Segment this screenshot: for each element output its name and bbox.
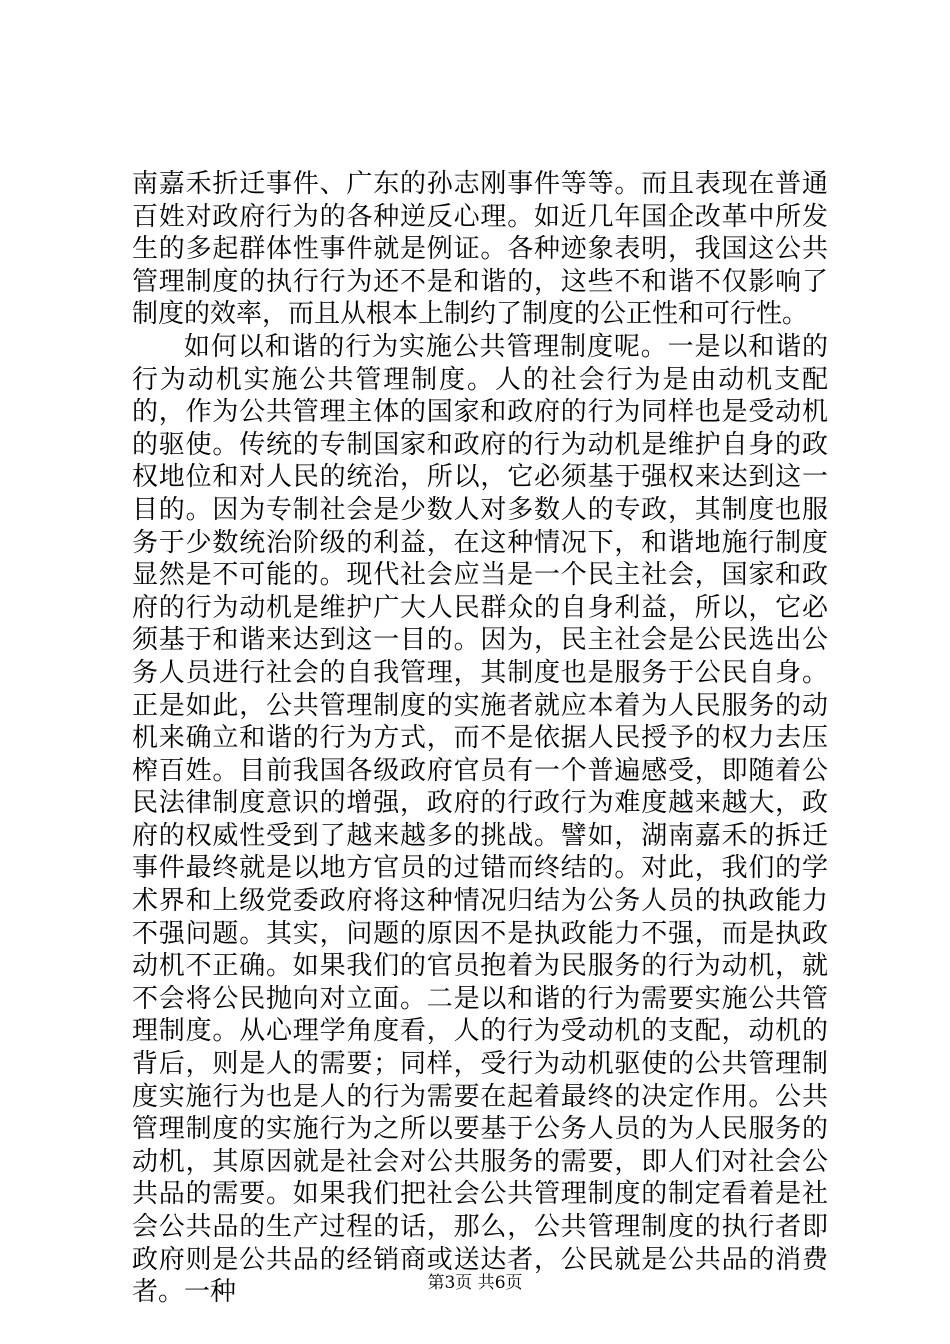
paragraph-continuation: 南嘉禾折迁事件、广东的孙志刚事件等等。而且表现在普通百姓对政府行为的各种逆反心理。如近几年国企改革中所发生的多起群体性事件就是例证。各种迹象表明，我国这公共管理制度的执行行为还不是和谐的，这些不和谐不仅影响了制度的效率，而且从根本上制约了制度的公正性和可行性。 (132, 169, 828, 330)
paragraph-main: 如何以和谐的行为实施公共管理制度呢。一是以和谐的行为动机实施公共管理制度。人的社会行为是由动机支配的，作为公共管理主体的国家和政府的行为同样也是受动机的驱使。传统的专制国家和政府的行为动机是维护自身的政权地位和对人民的统治，所以，它必须基于强权来达到这一目的。因为专制社会是少数人对多数人的专政，其制度也服务于少数统治阶级的利益，在这种情况下，和谐地施行制度显然是不可能的。现代社会应当是一个民主社会，国家和政府的行为动机是维护广大人民群众的自身利益，所以，它必须基于和谐来达到这一目的。因为，民主社会是公民选出公务人员进行社会的自我管理，其制度也是服务于公民自身。正是如此，公共管理制度的实施者就应本着为人民服务的动机来确立和谐的行为方式，而不是依据人民授予的权力去压榨百姓。目前我国各级政府官员有一个普遍感受，即随着公民法律制度意识的增强，政府的行政行为难度越来越大，政府的权威性受到了越来越多的挑战。譬如，湖南嘉禾的拆迁事件最终就是以地方官员的过错而终结的。对此，我们的学术界和上级党委政府将这种情况归结为公务人员的执政能力不强问题。其实，问题的原因不是执政能力不强，而是执政动机不正确。如果我们的官员抱着为民服务的行为动机，就不会将公民抛向对立面。二是以和谐的行为需要实施公共管理制度。从心理学角度看，人的行为受动机的支配，动机的背后，则是人的需要；同样，受行为动机驱使的公共管理制度实施行为也是人的行为需要在起着最终的决定作用。公共管理制度的实施行为之所以要基于公务人员的为人民服务的动机，其原因就是社会对公共服务的需要，即人们对社会公共品的需要。如果我们把社会公共管理制度的制定看着是社会公共品的生产过程的话，那么，公共管理制度的执行者即政府则是公共品的经销商或送达者，公民就是公共品的消费者。一种 (132, 331, 828, 1308)
document-body (132, 168, 828, 1309)
page-footer: 第3页 共6页 (427, 1273, 523, 1293)
